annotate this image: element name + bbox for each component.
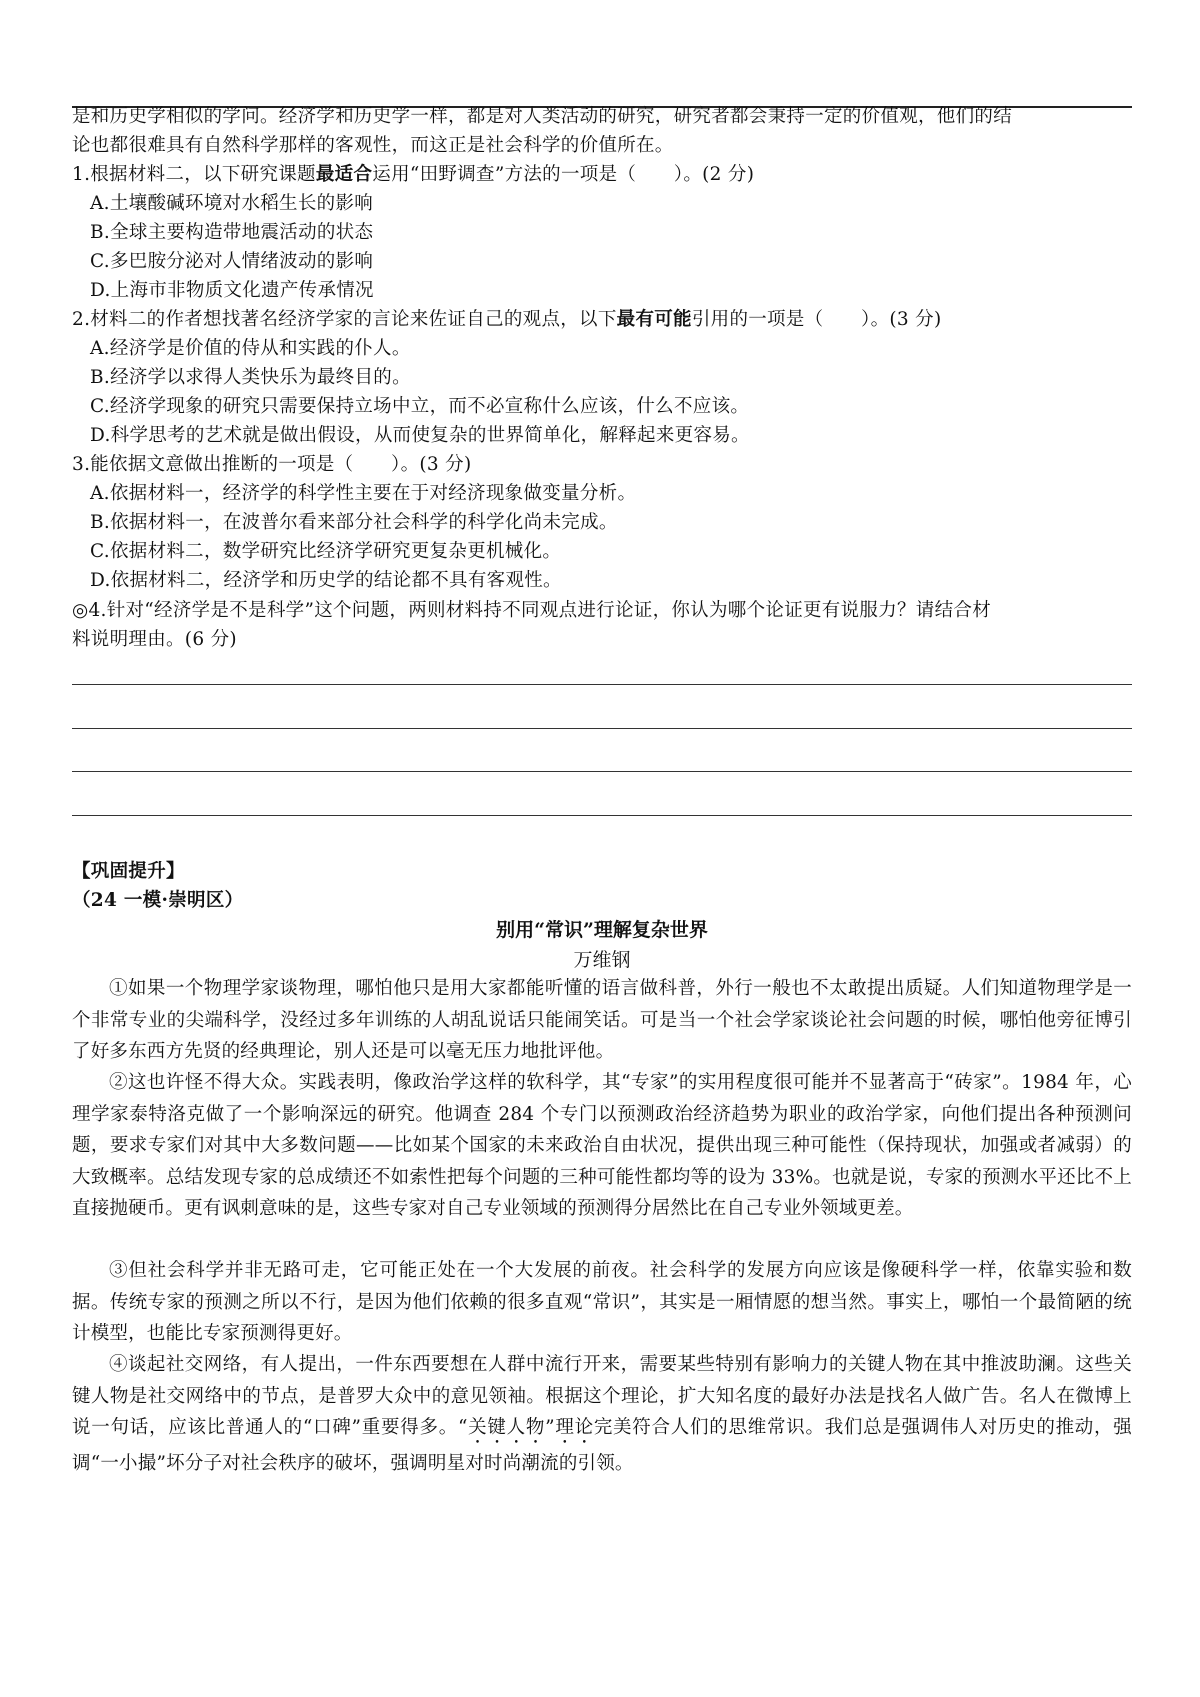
- question-2-option-d: D.科学思考的艺术就是做出假设，从而使复杂的世界简单化，解释起来更容易。: [90, 425, 750, 446]
- question-3-option-b: B.依据材料一，在波普尔看来部分社会科学的科学化尚未完成。: [90, 512, 618, 533]
- question-2-stem-text: 2.材料二的作者想找著名经济学家的言论来佐证自己的观点，以下: [72, 309, 617, 330]
- question-4-stem-line-2: 料说明理由。(6 分): [72, 629, 237, 650]
- article-title: 别用“常识”理解复杂世界: [496, 919, 708, 941]
- question-2-stem-tail: 引用的一项是（ ）。(3 分): [691, 309, 942, 330]
- question-1-stem-text: 1.根据材料二，以下研究课题: [72, 164, 316, 185]
- question-3-option-c: C.依据材料二，数学研究比经济学研究更复杂更机械化。: [90, 541, 562, 562]
- paragraph-4: [72, 1349, 1132, 1480]
- paragraph-4-text-b: 完美符合人们的思维常识。我们总是强调伟人对历史的推动，强调“一小撮”坏分子对社会秩序的破坏，强调明星对时尚潮流的引领。: [72, 1417, 1132, 1474]
- paragraph-2: ②这也许怪不得大众。实践表明，像政治学这样的软科学，其“专家”的实用程度很可能并不显著高于“砖家”。1984 年，心理学家泰特洛克做了一个影响深远的研究。他调查 284 个专门以预测政治经济趋势为职业的政治学家，向他们提出各种预测问题，要求专家们对其中大多数问题——比如某个国家的未来政治自由状况，提供出现三种可能性（保持现状，加强或者减弱）的大致概率。总结发现专家的总成绩还不如索性把每个问题的三种可能性都均等的设为 33%。也就是说，专家的预测水平还比不上直接抛硬币。更有讽刺意味的是，这些专家对自己专业领域的预测得分居然比在自己专业外领域更差。: [72, 1072, 1132, 1219]
- question-1-stem-tail: 运用“田野调查”方法的一项是（ ）。(2 分): [372, 164, 755, 185]
- answer-line-3[interactable]: [72, 771, 1132, 772]
- intro-line-2: 论也都很难具有自然科学那样的客观性，而这正是社会科学的价值所在。: [72, 135, 674, 156]
- question-2-option-c: C.经济学现象的研究只需要保持立场中立，而不必宣称什么应该，什么不应该。: [90, 396, 750, 417]
- question-3-stem: [72, 449, 1132, 481]
- paragraph-4-text-a: ④谈起社交网络，有人提出，一件东西要想在人群中流行开来，需要某些特别有影响力的关键人物在其中推波助澜。这些关键人物是社交网络中的节点，是普罗大众中的意见领袖。根据这个理论，扩大知名度的最好办法是找名人做广告。名人在微博上说一句话，应该比普通人的“口碑”重要得多。: [72, 1354, 1132, 1438]
- question-1-option-a: A.土壤酸碱环境对水稻生长的影响: [90, 193, 374, 214]
- question-1-option-d: D.上海市非物质文化遗产传承情况: [90, 280, 374, 301]
- answer-line-1[interactable]: [72, 684, 1132, 685]
- answer-line-4[interactable]: [72, 815, 1132, 816]
- paragraph-4-emphasis: “关键人物”理论: [457, 1417, 594, 1438]
- paragraph-1: ①如果一个物理学家谈物理，哪怕他只是用大家都能听懂的语言做科普，外行一般也不太敢提出质疑。人们知道物理学是一个非常专业的尖端科学，没经过多年训练的人胡乱说话只能闹笑话。可是当一个社会学家谈论社会问题的时候，哪怕他旁征博引了好多东西方先贤的经典理论，别人还是可以毫无压力地批评他。: [72, 978, 1132, 1062]
- answer-line-2[interactable]: [72, 728, 1132, 729]
- section-source: （24 一模·崇明区）: [72, 890, 244, 911]
- question-4-stem-line-1: ◎4.针对“经济学是不是科学”这个问题，两则材料持不同观点进行论证，你认为哪个论证更有说服力？请结合材: [72, 600, 992, 621]
- question-3-stem-text: 3.能依据文意做出推断的一项是（ ）。(3 分): [72, 454, 472, 475]
- question-2-option-a: A.经济学是价值的侍从和实践的仆人。: [90, 338, 411, 359]
- question-3-option-d: D.依据材料二，经济学和历史学的结论都不具有客观性。: [90, 570, 562, 591]
- question-1-stem: [72, 159, 1132, 191]
- question-1-option-b: B.全球主要构造带地震活动的状态: [90, 222, 374, 243]
- question-2-stem-emphasis: 最有可能: [616, 309, 692, 330]
- article-author: 万维钢: [573, 949, 631, 971]
- question-1-stem-emphasis: 最适合: [315, 164, 373, 185]
- question-2-stem: [72, 304, 1132, 336]
- paragraph-3: ③但社会科学并非无路可走，它可能正处在一个大发展的前夜。社会科学的发展方向应该是像硬科学一样，依靠实验和数据。传统专家的预测之所以不行，是因为他们依赖的很多直观“常识”，其实是一厢情愿的想当然。事实上，哪怕一个最简陋的统计模型，也能比专家预测得更好。: [72, 1260, 1132, 1344]
- question-3-option-a: A.依据材料一，经济学的科学性主要在于对经济现象做变量分析。: [90, 483, 637, 504]
- section-heading: 【巩固提升】: [72, 861, 185, 882]
- question-2-option-b: B.经济学以求得人类快乐为最终目的。: [90, 367, 411, 388]
- question-1-option-c: C.多巴胺分泌对人情绪波动的影响: [90, 251, 374, 272]
- intro-line-1: 是和历史学相似的学问。经济学和历史学一样，都是对人类活动的研究，研究者都会秉持一定的价值观，他们的结: [72, 106, 1013, 127]
